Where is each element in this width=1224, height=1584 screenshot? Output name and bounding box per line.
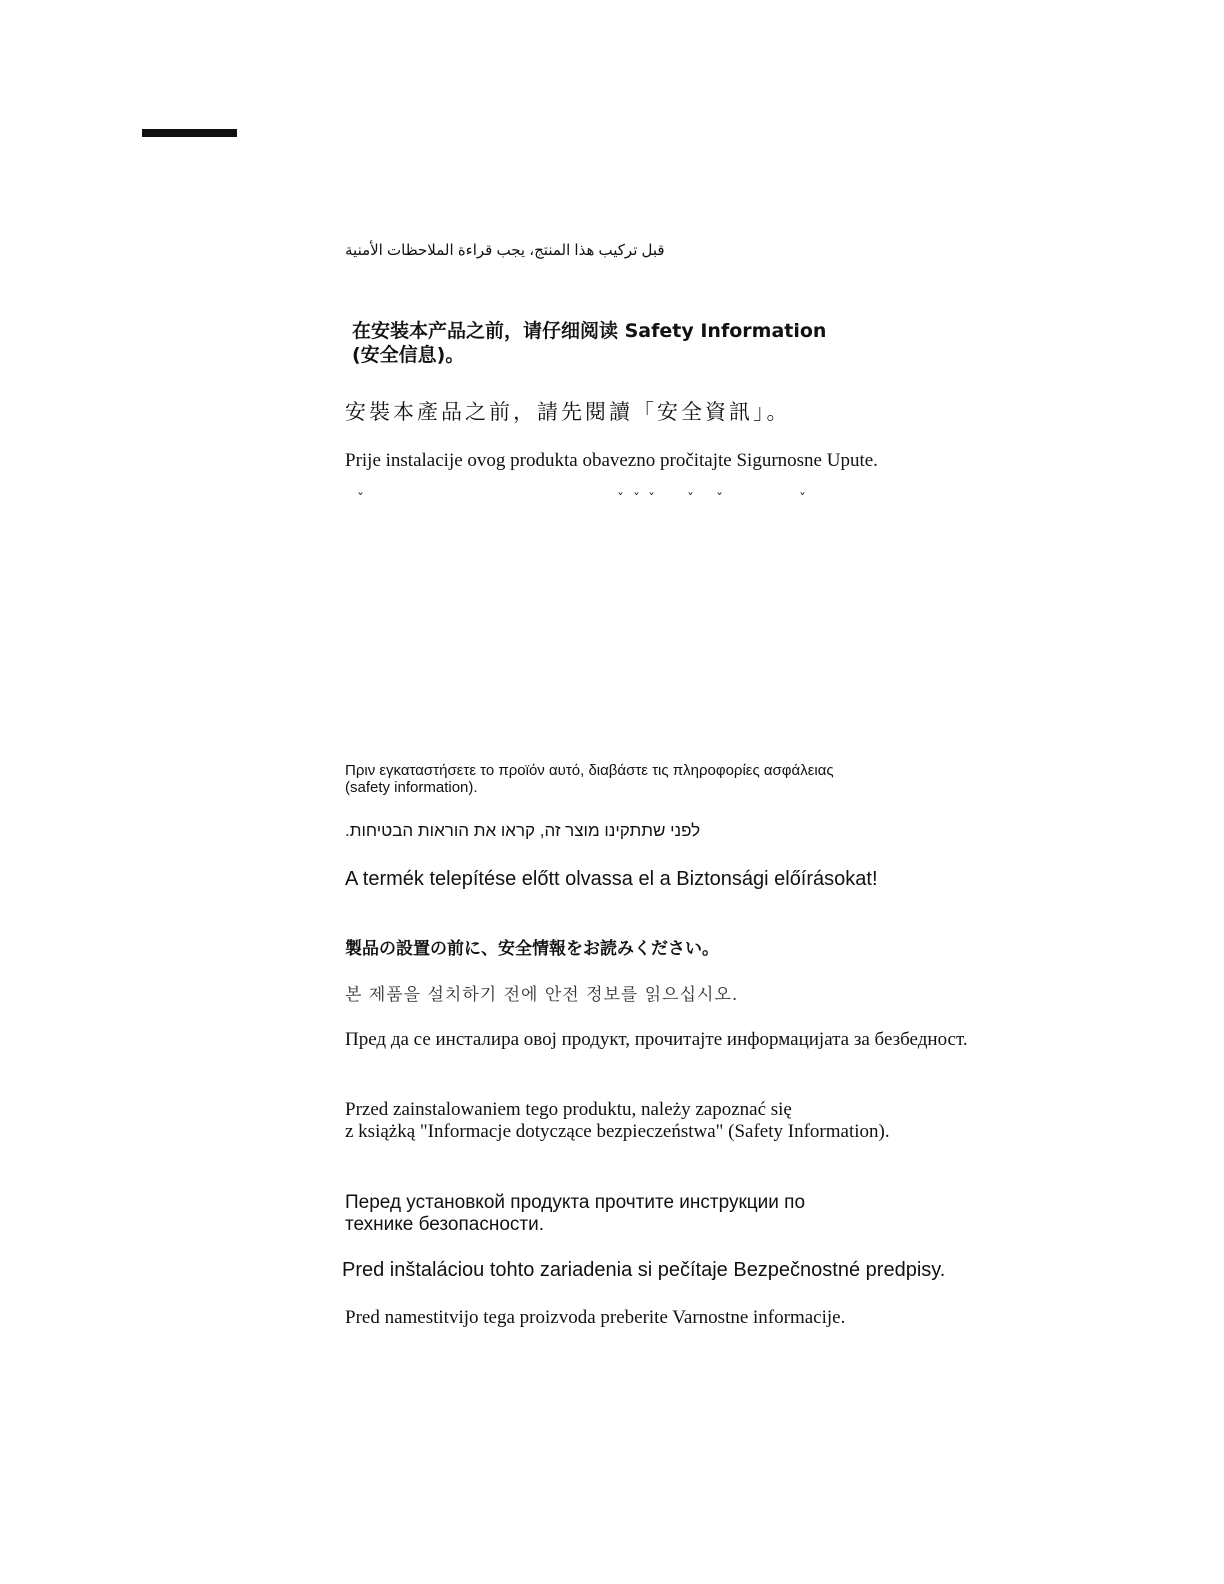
accent-mark: ˇ xyxy=(799,492,806,508)
notice-hungarian: A termék telepítése előtt olvassa el a Biztonsági előírásokat! xyxy=(345,868,878,890)
notice-croatian: Prije instalacije ovog produkta obavezno pročitajte Sigurnosne Upute. xyxy=(345,450,878,471)
accent-mark: ˇ xyxy=(716,492,723,508)
accent-mark: ˇ xyxy=(617,492,624,508)
notice-chinese-traditional: 安裝本產品之前，請先閱讀「安全資訊」。 xyxy=(345,400,791,424)
notice-russian-line2: технике безопасности. xyxy=(345,1214,545,1235)
notice-greek-line2: (safety information). xyxy=(345,779,478,796)
accent-mark: ˇ xyxy=(648,492,655,508)
notice-russian-line1: Перед установкой продукта прочтите инструкции по xyxy=(345,1192,806,1213)
notice-slovenian: Pred namestitvijo tega proizvoda preberite Varnostne informacije. xyxy=(345,1307,846,1328)
notice-macedonian: Пред да се инсталира овој продукт, прочитајте информацијата за безбедност. xyxy=(345,1029,968,1050)
notice-japanese: 製品の設置の前に、安全情報をお読みください。 xyxy=(345,939,719,959)
notice-chinese-simplified-line2: (安全信息)。 xyxy=(352,344,465,366)
notice-polish-line2: z książką "Informacje dotyczące bezpieczeństwa" (Safety Information). xyxy=(345,1121,890,1142)
notice-polish-line1: Przed zainstalowaniem tego produktu, należy zapoznać się xyxy=(345,1099,792,1120)
section-rule xyxy=(142,129,237,137)
notice-hebrew: לפני שתתקינו מוצר זה, קראו את הוראות הבטיחות. xyxy=(345,821,701,840)
notice-slovak: Pred inštaláciou tohto zariadenia si pečítaje Bezpečnostné predpisy. xyxy=(342,1259,946,1281)
accent-mark: ˇ xyxy=(687,492,694,508)
notice-arabic: قبل تركيب هذا المنتج، يجب قراءة الملاحظات الأمنية xyxy=(345,242,665,259)
accent-mark: ˇ xyxy=(357,492,364,508)
accent-mark: ˇ xyxy=(633,492,640,508)
garbled-accent-marks xyxy=(345,492,815,510)
notice-korean: 본 제품을 설치하기 전에 안전 정보를 읽으십시오. xyxy=(345,985,739,1005)
notice-greek-line1: Πριν εγκαταστήσετε το προϊόν αυτό, διαβάστε τις πληροφορίες ασφάλειας xyxy=(345,762,834,779)
notice-chinese-simplified-line1: 在安装本产品之前，请仔细阅读 Safety Information xyxy=(352,320,827,342)
